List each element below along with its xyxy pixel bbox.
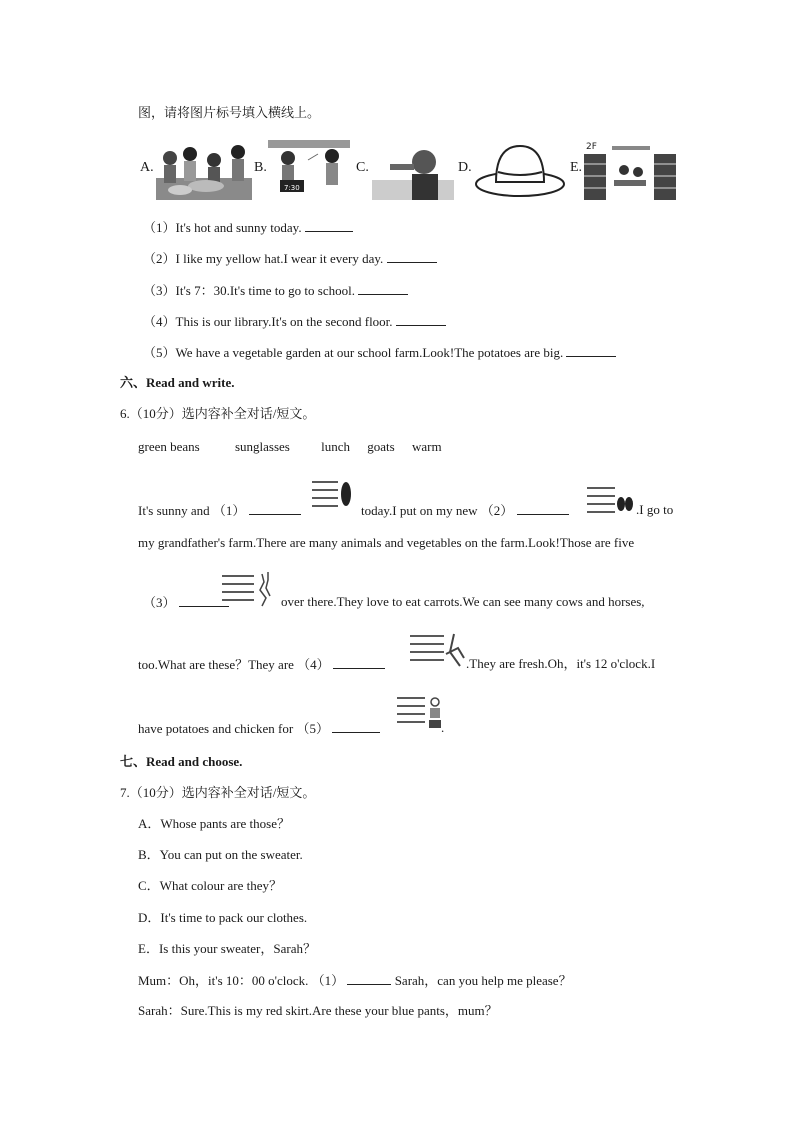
s7-option-c: C．What colour are they？	[138, 878, 283, 893]
s6-line-5-part1: have potatoes and chicken for （5）	[138, 720, 380, 737]
word-bank-item: lunch	[321, 439, 350, 454]
green-beans-hint-icon	[410, 632, 466, 672]
lunch-hint-icon	[397, 694, 445, 734]
clock-time-text: 7:30	[284, 184, 300, 192]
s7-dialog-2: Sarah：Sure.This is my red skirt.Are these your blue pants，mum？	[138, 1003, 498, 1018]
intro-line: 图，请将图片标号填入横线上。	[138, 106, 321, 121]
s7-option-e: E．Is this your sweater，Sarah？	[138, 941, 316, 956]
s6-line-4-part1: too.What are these？They are （4）	[138, 656, 385, 673]
s6-line-4-part2: .They are fresh.Oh，it's 12 o'clock.I	[466, 656, 656, 671]
school-time-picture	[268, 140, 350, 200]
picture-label-a: A.	[140, 160, 154, 175]
s6-line-1-part3: .I go to	[636, 502, 674, 517]
s6-line-3-part2: over there.They love to eat carrots.We can see many cows and horses,	[281, 594, 645, 609]
picture-label-c: C.	[356, 160, 369, 175]
s7-dialog-1: Mum：Oh，it's 10：00 o'clock. （1） Sarah，can you help me please？	[138, 973, 572, 988]
s5-item-1: （1）It's hot and sunny today.	[143, 219, 353, 236]
s6-line-5-part2: .	[441, 720, 445, 735]
boy-in-sun-picture	[372, 140, 454, 200]
section7-question: 7.（10分）选内容补全对话/短文。	[120, 785, 316, 800]
s5-item-3: （3）It's 7：30.It's time to go to school.	[143, 282, 408, 299]
s5-item-4: （4）This is our library.It's on the second floor.	[143, 313, 446, 330]
s6-line-2: my grandfather's farm.There are many animals and vegetables on the farm.Look!Those are five	[138, 535, 635, 550]
children-garden-picture	[156, 140, 252, 200]
library-picture	[584, 140, 676, 200]
s6-line-3-part1: （3）	[143, 594, 229, 611]
word-bank	[138, 439, 442, 455]
sunglasses-hint-icon	[587, 484, 633, 518]
section7-heading: 七、Read and choose.	[120, 754, 243, 769]
floor-sign-text: 2F	[586, 142, 597, 152]
picture-label-b: B.	[254, 160, 267, 175]
s5-item-5: （5）We have a vegetable garden at our school farm.Look!The potatoes are big.	[143, 344, 616, 361]
goats-hint-icon	[222, 570, 276, 610]
hat-picture	[474, 140, 566, 200]
picture-label-d: D.	[458, 160, 472, 175]
s6-line-1-part2: today.I put on my new （2）	[361, 502, 569, 519]
section6-heading: 六、Read and write.	[120, 375, 235, 390]
s7-option-a: A．Whose pants are those？	[138, 816, 290, 831]
picture-label-e: E.	[570, 160, 583, 175]
word-bank-item: warm	[411, 439, 442, 454]
picture-options-row	[140, 140, 680, 202]
s7-option-d: D．It's time to pack our clothes.	[138, 910, 308, 925]
word-bank-item: sunglasses	[234, 439, 290, 454]
word-bank-item: green beans	[138, 439, 200, 454]
s7-option-b: B．You can put on the sweater.	[138, 847, 303, 862]
section6-question: 6.（10分）选内容补全对话/短文。	[120, 406, 316, 421]
s6-line-1-part1: It's sunny and （1）	[138, 502, 301, 519]
sun-hint-icon	[312, 478, 354, 520]
s5-item-2: （2）I like my yellow hat.I wear it every day.	[143, 250, 437, 267]
word-bank-item: goats	[367, 439, 395, 454]
